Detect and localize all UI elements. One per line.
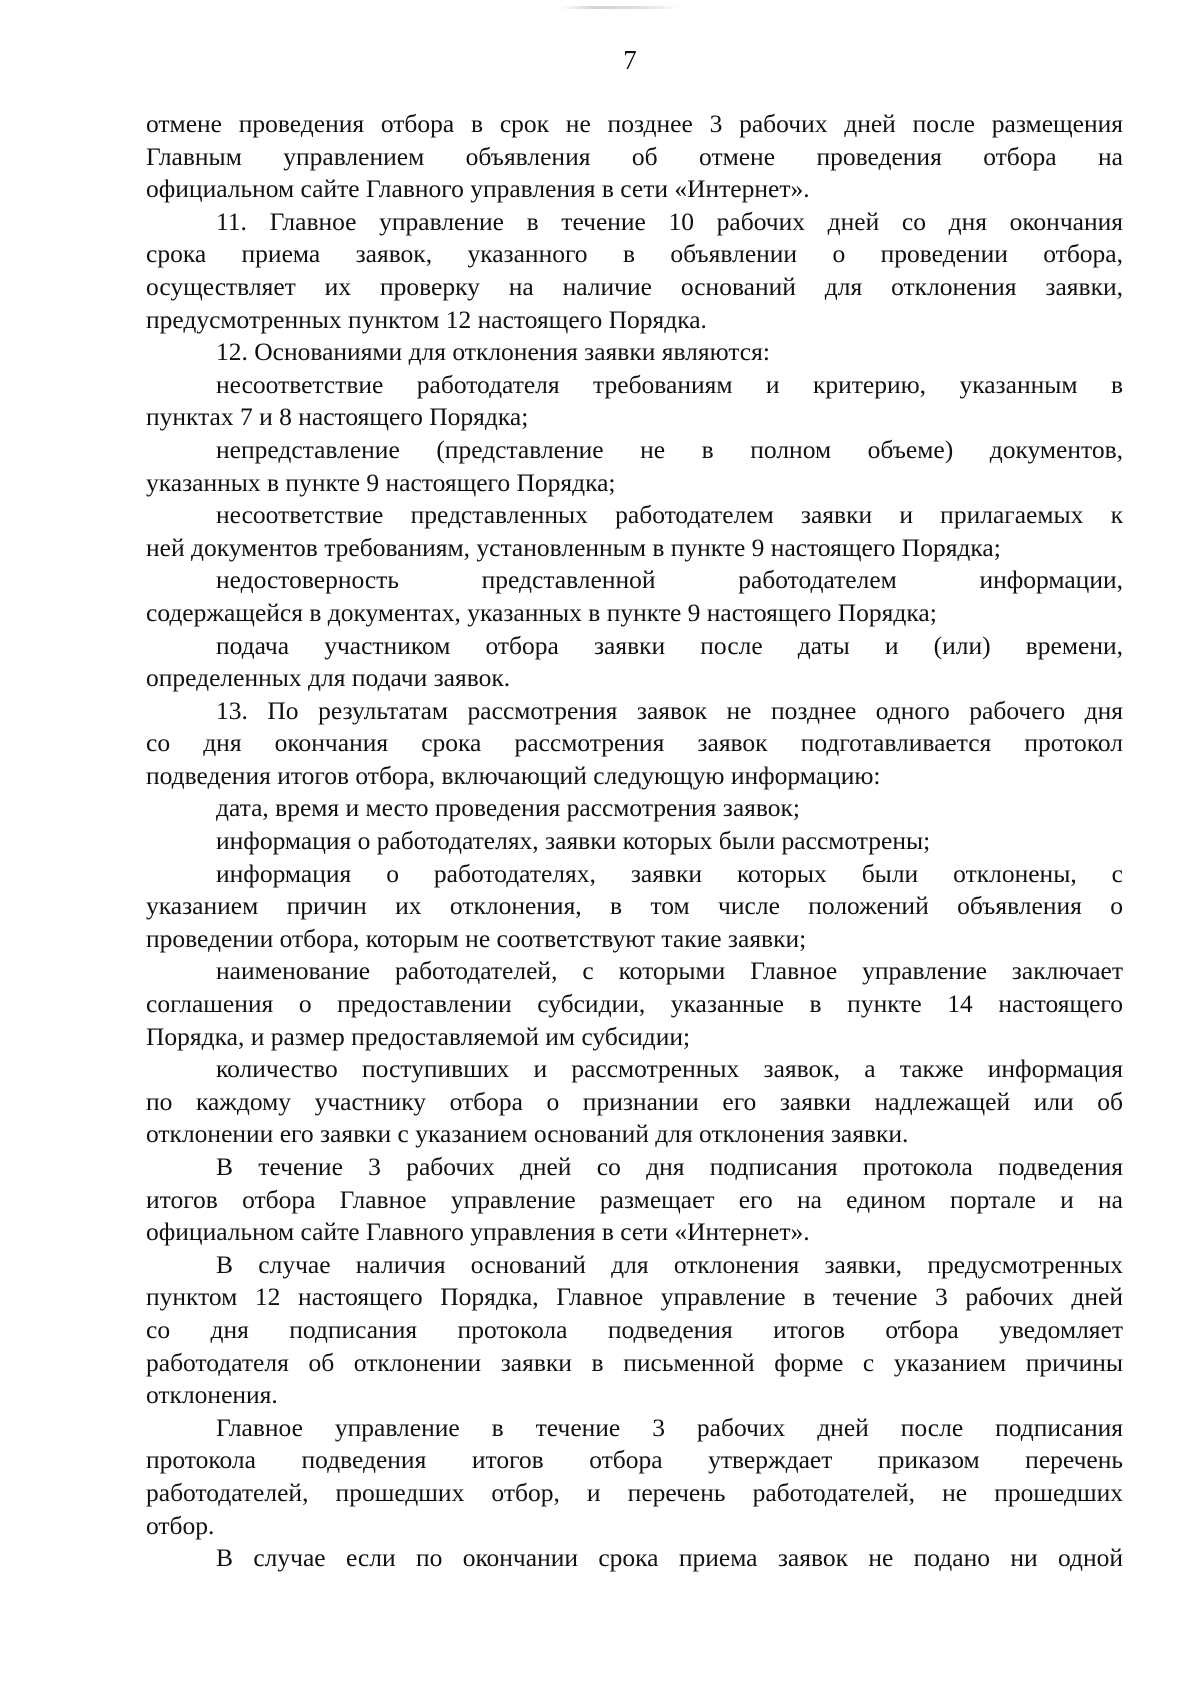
- text-line: недостоверность представленной работодателем информации,: [216, 565, 1123, 595]
- text-line: указанных в пункте 9 настоящего Порядка;: [146, 467, 616, 497]
- text-line: непредставление (представление не в полном объеме) документов,: [216, 434, 1123, 464]
- text-line: отклонения.: [146, 1380, 278, 1410]
- text-line: В случае наличия оснований для отклонения заявки, предусмотренных: [216, 1249, 1123, 1279]
- text-line: 11. Главное управление в течение 10 рабочих дней со дня окончания: [216, 206, 1123, 236]
- text-line: несоответствие представленных работодателем заявки и прилагаемых к: [216, 500, 1123, 530]
- text-line: подача участником отбора заявки после даты и (или) времени,: [216, 630, 1123, 660]
- text-line: определенных для подачи заявок.: [146, 663, 511, 693]
- text-line: пунктах 7 и 8 настоящего Порядка;: [146, 402, 529, 432]
- text-line: со дня подписания протокола подведения итогов отбора уведомляет: [146, 1314, 1123, 1344]
- text-line: протокола подведения итогов отбора утверждает приказом перечень: [146, 1445, 1123, 1475]
- text-line: 12. Основаниями для отклонения заявки являются:: [216, 337, 770, 367]
- text-line: подведения итогов отбора, включающий следующую информацию:: [146, 760, 881, 790]
- text-line: соглашения о предоставлении субсидии, указанные в пункте 14 настоящего: [146, 989, 1123, 1019]
- text-line: итогов отбора Главное управление размещает его на едином портале и на: [146, 1184, 1123, 1214]
- text-line: отклонении его заявки с указанием оснований для отклонения заявки.: [146, 1119, 909, 1149]
- text-line: ней документов требованиям, установленным в пункте 9 настоящего Порядка;: [146, 532, 1001, 562]
- text-line: предусмотренных пунктом 12 настоящего Порядка.: [146, 304, 707, 334]
- text-line: Главное управление в течение 3 рабочих дней после подписания: [216, 1412, 1123, 1442]
- text-line: информация о работодателях, заявки которых были отклонены, с: [216, 858, 1123, 888]
- document-body: [146, 108, 1123, 1575]
- text-line: официальном сайте Главного управления в сети «Интернет».: [146, 1217, 810, 1247]
- text-line: со дня окончания срока рассмотрения заявок подготавливается протокол: [146, 728, 1123, 758]
- text-line: дата, время и место проведения рассмотрения заявок;: [216, 793, 800, 823]
- text-line: проведении отбора, которым не соответствуют такие заявки;: [146, 923, 807, 953]
- text-line: пунктом 12 настоящего Порядка, Главное управление в течение 3 рабочих дней: [146, 1282, 1123, 1312]
- scan-artifact: [560, 6, 680, 9]
- text-line: по каждому участнику отбора о признании его заявки надлежащей или об: [146, 1086, 1123, 1116]
- text-line: Порядка, и размер предоставляемой им субсидии;: [146, 1021, 691, 1051]
- text-line: осуществляет их проверку на наличие оснований для отклонения заявки,: [146, 271, 1123, 301]
- text-line: работодателей, прошедших отбор, и перечень работодателей, не прошедших: [146, 1477, 1123, 1507]
- text-line: наименование работодателей, с которыми Главное управление заключает: [216, 956, 1123, 986]
- text-line: 13. По результатам рассмотрения заявок не позднее одного рабочего дня: [216, 695, 1123, 725]
- text-line: отмене проведения отбора в срок не позднее 3 рабочих дней после размещения: [146, 109, 1123, 138]
- text-line: срока приема заявок, указанного в объявлении о проведении отбора,: [146, 239, 1123, 269]
- text-line: В случае если по окончании срока приема заявок не подано ни одной: [216, 1543, 1123, 1573]
- text-line: содержащейся в документах, указанных в пункте 9 настоящего Порядка;: [146, 597, 937, 627]
- text-line: указанием причин их отклонения, в том числе положений объявления о: [146, 891, 1123, 921]
- text-line: В течение 3 рабочих дней со дня подписания протокола подведения: [216, 1152, 1123, 1181]
- text-line: официальном сайте Главного управления в сети «Интернет».: [146, 174, 810, 204]
- page-number: 7: [623, 45, 637, 75]
- text-line: количество поступивших и рассмотренных заявок, а также информация: [216, 1054, 1123, 1084]
- text-line: отбор.: [146, 1510, 215, 1540]
- text-line: несоответствие работодателя требованиям и критерию, указанным в: [216, 369, 1123, 399]
- text-line: информация о работодателях, заявки которых были рассмотрены;: [216, 826, 931, 856]
- text-line: Главным управлением объявления об отмене проведения отбора на: [146, 141, 1123, 171]
- text-line: работодателя об отклонении заявки в письменной форме с указанием причины: [146, 1347, 1123, 1377]
